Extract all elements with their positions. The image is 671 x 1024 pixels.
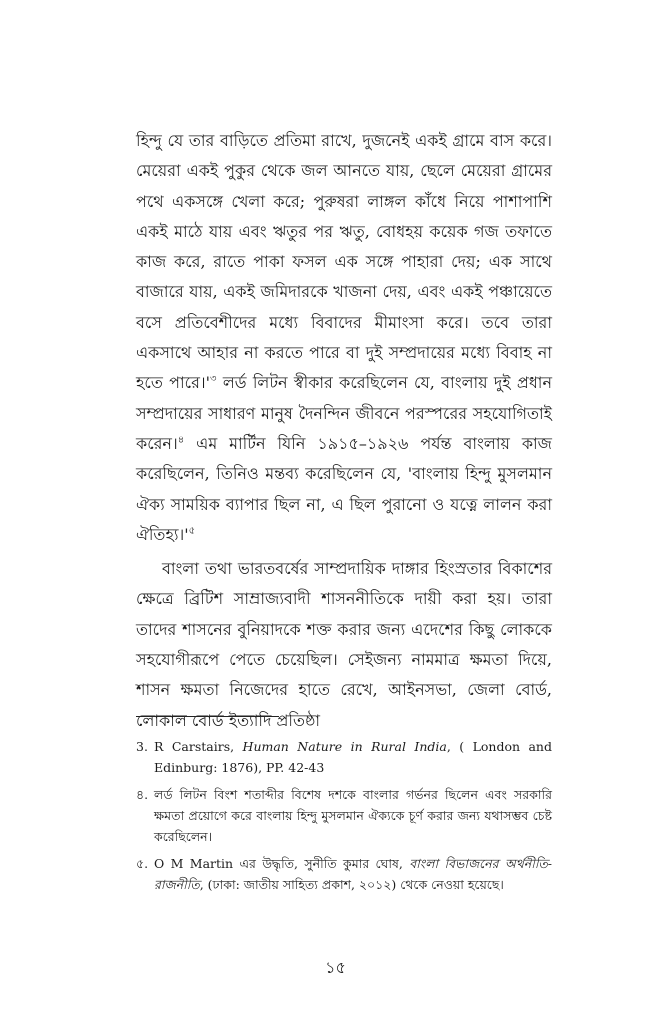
paragraph-1 [136, 126, 552, 550]
footnote-number: ৫. [136, 856, 149, 871]
text-line: পাহারা দেয়; এক সাথে বাজারে যায়, একই জমিদারকে খাজনা [136, 252, 552, 302]
footnotes [136, 736, 552, 901]
text-line: যিনি ১৯১৫–১৯২৬ পর্যন্ত বাংলায় কাজ করেছিলেন, তিনিও [136, 433, 552, 484]
footnote-citation: , (ঢাকা: জাতীয় সাহিত্য প্রকাশ, ২০১২) থেকে নেওয়া হয়েছে। [199, 877, 504, 892]
text-line: মীমাংসা করে। তবে তারা একসাথে আহার না করতে পারে বা [136, 312, 552, 363]
footnote-ref-4: ৪ [177, 434, 185, 446]
footnote-text [154, 736, 552, 778]
body-text [136, 126, 552, 736]
footnote-5 [136, 853, 552, 895]
footnote-book-title: বাংলা বিভাজনের অর্থনীতি-রাজনীতি [154, 856, 553, 892]
text-line: ব্যাপার ছিল না, এ ছিল পুরানো ও যত্নে লালন করা ঐতিহ্য।' [136, 494, 552, 544]
text-line: দেয়, এবং একই পঞ্চায়েতে বসে প্রতিবেশীদের মধ্যে বিবাদের [136, 282, 552, 332]
text-line: করা হয়। তারা তাদের শাসনের বুনিয়াদকে শক্ত করার জন্য [136, 589, 552, 639]
text-line: এদেশের কিছু লোককে সহযোগীরূপে পেতে চেয়েছিল। [136, 619, 552, 670]
text-line: দৈনন্দিন জীবনে পরস্পরের সহযোগিতাই করেন। [136, 403, 552, 453]
footnote-ref-3: ৩ [210, 374, 217, 386]
text-line: কয়েক গজ তফাতে কাজ করে, রাতে পাকা ফসল এক সঙ্গে [136, 221, 552, 272]
text-line: দুই সম্প্রদায়ের মধ্যে বিবাহ না হতে পারে।' [136, 343, 552, 393]
page-number: ১৫ [325, 958, 346, 977]
footnote-source: O M Martin এর উদ্ধৃতি, সুনীতি কুমার ঘোষ, [154, 856, 410, 871]
text-line: হিন্দু যে তার বাড়িতে প্রতিমা রাখে, দুজনেই একই গ্রামে বাস [136, 131, 515, 150]
footnote-number: ৪. [136, 787, 149, 802]
paragraph-2 [136, 554, 552, 736]
footnote-book-title: Human Nature in Rural India [242, 739, 447, 754]
footnote-citation: , ( London and Edinburg: 1876), PP. 42-43 [154, 739, 552, 775]
text-line: এম মার্টিন [184, 433, 266, 453]
text-line: সেইজন্য নামমাত্র ক্ষমতা দিয়ে, শাসন ক্ষমতা নিজেদের হাতে [136, 650, 553, 700]
text-line: করে। মেয়েরা একই পুকুর থেকে জল আনতে যায়, ছেলে [136, 131, 552, 181]
text-line: করেছিলেন যে, বাংলায় দুই প্রধান সম্প্রদায়ের সাধারণ মানুষ [136, 373, 553, 423]
footnote-author: R Carstairs, [154, 739, 243, 754]
text-line: নিয়ে পাশাপাশি একই মাঠে যায় এবং ঋতুর পর ঋতু, বোধহয় [136, 191, 552, 241]
text-line: বিকাশের ক্ষেত্রে ব্রিটিশ সাম্রাজ্যবাদী শাসননীতিকে দায়ী [136, 559, 552, 609]
footnote-text [154, 853, 552, 895]
text-line: লর্ড লিটন স্বীকার [216, 373, 333, 393]
footnote-text: লর্ড লিটন বিংশ শতাব্দীর বিশেষ দশকে বাংলার গর্ভনর ছিলেন এবং সরকারি ক্ষমতা প্রয়োগে করে বাংলায় হিন্দু মুসলমান ঐক্যকে চূর্ণ করার জন্য যথাসম্ভব চেষ্ট করেছিলেন। [154, 787, 552, 844]
text-line: মেয়েরা গ্রামের পথে একসঙ্গে খেলা করে; পুরুষরা লাঙ্গল কাঁধে [136, 161, 552, 211]
text-line: মন্তব্য করেছিলেন যে, 'বাংলায় হিন্দু মুসলমান ঐক্য সাময়িক [136, 464, 552, 514]
text-line: রেখে, আইনসভা, জেলা বোর্ড, লোকাল বোর্ড ইত্যাদি প্রতিষ্ঠা [136, 680, 552, 730]
footnote-divider [136, 716, 279, 717]
footnote-3 [136, 736, 552, 778]
footnote-4 [136, 784, 552, 847]
footnote-number: 3. [136, 739, 148, 754]
text-line: বাংলা তথা ভারতবর্ষের সাম্প্রদায়িক দাঙ্গার হিংস্রতার [162, 559, 493, 579]
footnote-ref-5: ৫ [188, 525, 196, 537]
